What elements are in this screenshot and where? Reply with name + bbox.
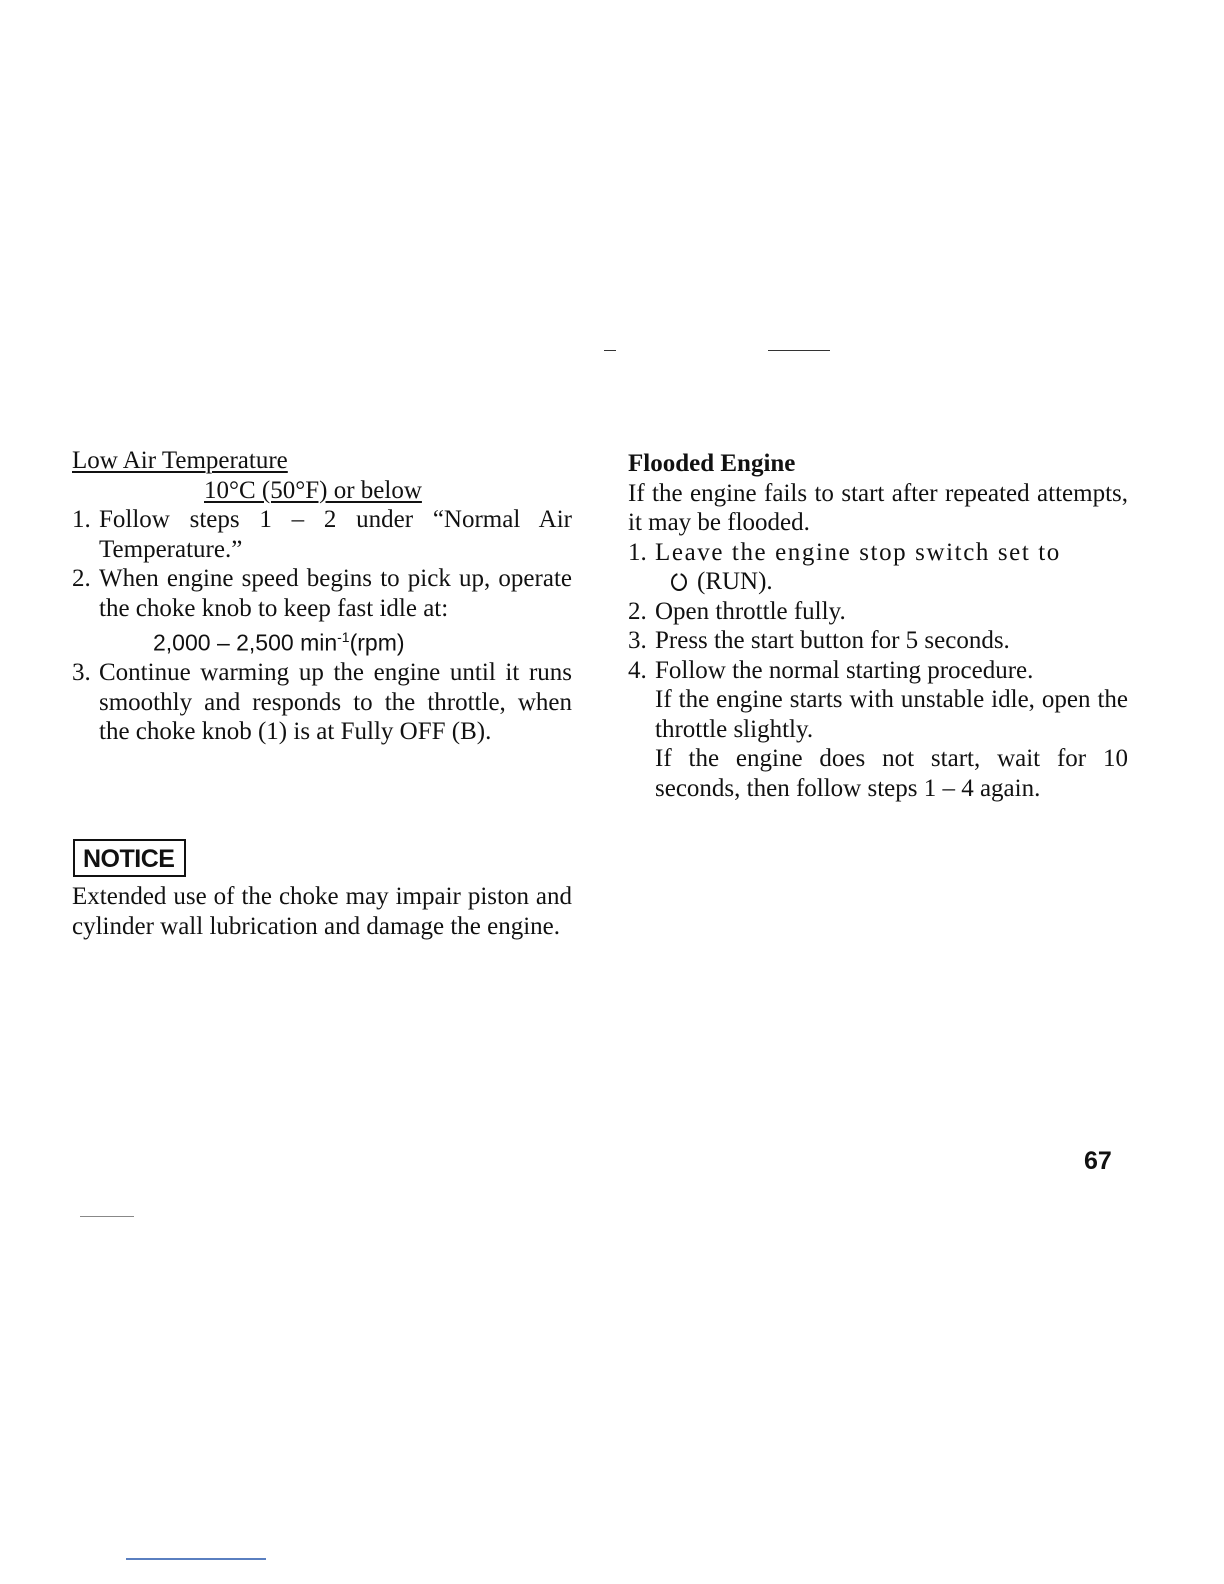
scan-mark [604,350,616,351]
step-text: Press the start button for 5 seconds. [655,627,1010,654]
scan-mark [768,350,830,351]
intro-text: If the engine fails to start after repeated attempts, it may be flooded. [628,479,1128,536]
low-air-temperature-section [72,446,572,747]
note-unstable-idle: If the engine starts with unstable idle, open the throttle slightly. [655,686,1128,743]
page-number: 67 [1084,1147,1112,1175]
list-item [72,658,572,747]
step-text: Follow the normal starting procedure. [655,656,1034,684]
step-text: When engine speed begins to pick up, operate the choke knob to keep fast idle at: [99,565,572,622]
run-label: (RUN). [697,568,773,595]
rpm-value: 2,000 – 2,500 min [153,629,338,656]
run-position-icon [671,573,687,591]
step-number: 1. [628,538,647,566]
step-number: 2. [72,565,91,592]
flooded-engine-section [628,449,1128,803]
scan-mark [80,1216,134,1217]
note-no-start: If the engine does not start, wait for 10 seconds, then follow steps 1 – 4 again. [655,745,1128,802]
list-item [72,564,572,658]
list-item [72,505,572,564]
section-title: Flooded Engine [628,450,796,477]
step-number: 4. [628,656,647,684]
section-subtitle: 10°C (50°F) or below [204,476,422,504]
rpm-exponent: -1 [337,629,350,645]
scan-mark [126,1558,266,1560]
step-number: 3. [72,659,91,687]
notice-label: NOTICE [73,839,186,877]
steps-list [72,505,572,747]
step-number: 1. [72,506,91,533]
list-item [628,538,1128,597]
list-item [628,656,1128,686]
section-title: Low Air Temperature [72,447,288,474]
notice-text: Extended use of the choke may impair piston and cylinder wall lubrication and damage the engine. [72,883,572,940]
list-item [628,597,1128,627]
step-number: 2. [628,597,647,625]
rpm-spec [153,623,572,658]
steps-list [628,538,1128,686]
step-text: Open throttle fully. [655,597,846,625]
step-text: Continue warming up the engine until it runs smoothly and responds to the throttle, when the choke knob (1) is at Fully OFF (B). [99,659,572,746]
step-text: Leave the engine stop switch set to [655,538,1061,566]
step-number: 3. [628,627,647,654]
step-text: Follow steps 1 – 2 under “Normal Air Temperature.” [99,506,572,563]
rpm-unit: (rpm) [349,629,405,656]
list-item [628,626,1128,656]
